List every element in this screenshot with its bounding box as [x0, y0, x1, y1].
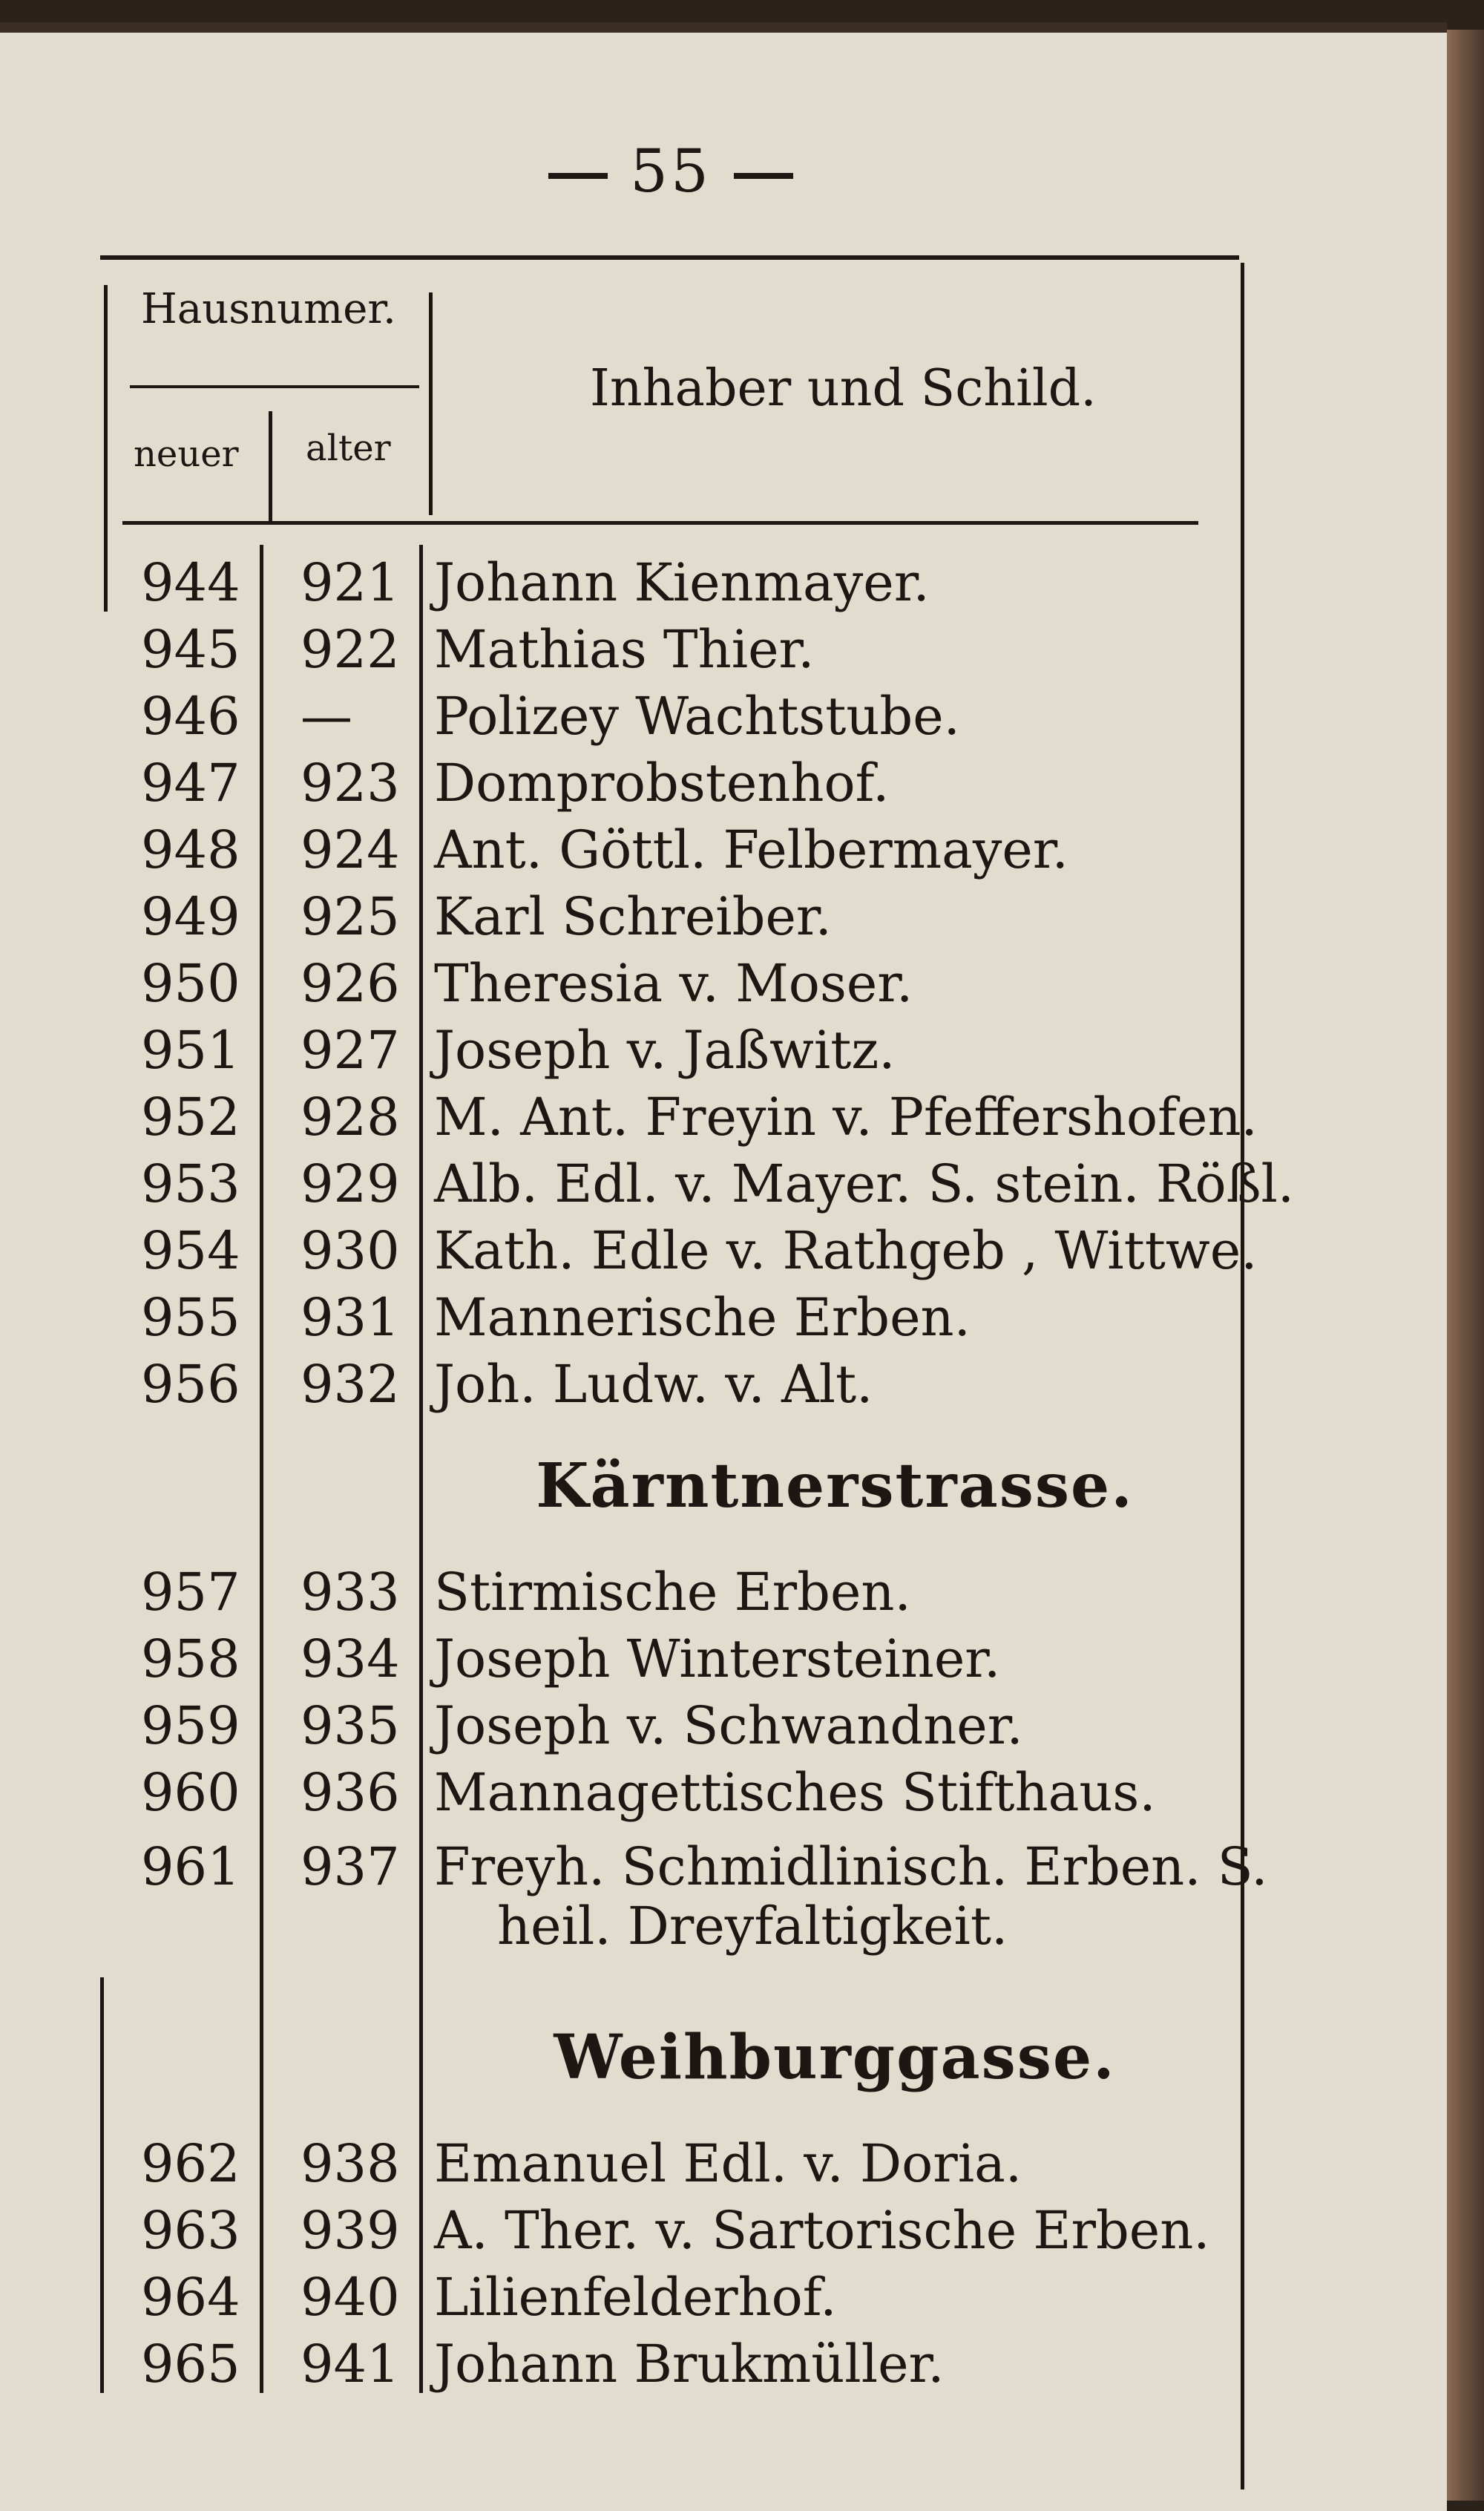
table-top-rule: [100, 255, 1239, 260]
cell-name: Mannagettisches Stifthaus.: [434, 1762, 1156, 1823]
cell-alt: 940: [301, 2267, 400, 2328]
cell-neu: 958: [141, 1628, 240, 1689]
cell-name: Polizey Wachtstube.: [434, 686, 960, 747]
cell-neu: 951: [141, 1020, 240, 1081]
cell-name: Stirmische Erben.: [434, 1562, 911, 1623]
cell-name: Joh. Ludw. v. Alt.: [434, 1354, 873, 1415]
cell-name: Joseph Wintersteiner.: [434, 1628, 1001, 1689]
cell-neu: 944: [141, 552, 240, 613]
cell-name: A. Ther. v. Sartorische Erben.: [434, 2200, 1210, 2261]
cell-name: Alb. Edl. v. Mayer. S. stein. Rößl.: [434, 1153, 1295, 1214]
cell-name: Joseph v. Jaßwitz.: [434, 1020, 896, 1081]
cell-alt: 935: [301, 1695, 400, 1756]
cell-alt: 933: [301, 1562, 400, 1623]
cell-neu: 959: [141, 1695, 240, 1756]
cell-name: M. Ant. Freyin v. Pfeffershofen.: [434, 1087, 1258, 1148]
table-row: [0, 2200, 1261, 2267]
cell-neu: 964: [141, 2267, 240, 2328]
table-row: [0, 2133, 1261, 2200]
cell-alt: 921: [301, 552, 400, 613]
cell-alt: 922: [301, 619, 400, 680]
table-row: [0, 753, 1261, 819]
cell-neu: 955: [141, 1287, 240, 1348]
cell-alt: 929: [301, 1153, 400, 1214]
cell-neu: 953: [141, 1153, 240, 1214]
cell-alt: —: [301, 686, 352, 747]
cell-name: Kath. Edle v. Rathgeb , Wittwe.: [434, 1220, 1258, 1281]
book-page: [0, 22, 1447, 2511]
cell-name: Freyh. Schmidlinisch. Erben. S.: [434, 1836, 1268, 1897]
cell-alt: 923: [301, 753, 400, 813]
cell-neu: 950: [141, 953, 240, 1014]
table-row: [0, 1020, 1261, 1087]
cell-neu: 945: [141, 619, 240, 680]
cell-neu: 956: [141, 1354, 240, 1415]
header-neuer: neuer: [134, 433, 239, 475]
cell-alt: 934: [301, 1628, 400, 1689]
cell-name: Emanuel Edl. v. Doria.: [434, 2133, 1022, 2194]
table-row: [0, 1220, 1261, 1287]
table-row: [0, 1287, 1261, 1354]
header-split-rule: [130, 385, 419, 388]
page-number-line: [0, 137, 1342, 206]
table-row: [0, 953, 1261, 1020]
table-row: [0, 619, 1261, 686]
cell-neu: 954: [141, 1220, 240, 1281]
cell-neu: 947: [141, 753, 240, 813]
table-row: [0, 2334, 1261, 2400]
cell-neu: 952: [141, 1087, 240, 1148]
cell-name: Johann Brukmüller.: [434, 2334, 945, 2394]
cell-alt: 941: [301, 2334, 400, 2394]
table-row: [0, 819, 1261, 886]
cell-name: Johann Kienmayer.: [434, 552, 930, 613]
cell-name: Joseph v. Schwandner.: [434, 1695, 1023, 1756]
street-heading-kaerntnerstrasse: Kärntnerstrasse.: [536, 1450, 1134, 1522]
cell-name: Domprobstenhof.: [434, 753, 890, 813]
cell-name: Theresia v. Moser.: [434, 953, 913, 1014]
header-alter: alter: [306, 428, 391, 469]
page-edge: [1447, 30, 1484, 2501]
column-divider-alt-name-header: [429, 292, 433, 515]
cell-name: Lilienfelderhof.: [434, 2267, 837, 2328]
cell-name: Mathias Thier.: [434, 619, 815, 680]
cell-name: Karl Schreiber.: [434, 886, 832, 947]
cell-alt: 936: [301, 1762, 400, 1823]
table-row: [0, 1762, 1261, 1829]
cell-neu: 960: [141, 1762, 240, 1823]
cell-alt: 937: [301, 1836, 400, 1897]
cell-alt: 924: [301, 819, 400, 880]
cell-neu: 961: [141, 1836, 240, 1897]
header-inhaber: Inhaber und Schild.: [590, 359, 1097, 418]
table-row: [0, 1153, 1295, 1220]
row-continuation: heil. Dreyfaltigkeit.: [497, 1896, 1008, 1957]
header-bottom-rule: [122, 521, 1198, 525]
cell-alt: 927: [301, 1020, 400, 1081]
table-row: [0, 1087, 1261, 1153]
table-row: [0, 686, 1261, 753]
page-number: 55: [630, 137, 712, 206]
column-divider-neu-alt-header: [269, 411, 272, 523]
cell-alt: 932: [301, 1354, 400, 1415]
cell-alt: 930: [301, 1220, 400, 1281]
cell-neu: 965: [141, 2334, 240, 2394]
cell-alt: 939: [301, 2200, 400, 2261]
table-row: [0, 1354, 1261, 1421]
cell-neu: 962: [141, 2133, 240, 2194]
table-row: [0, 1695, 1261, 1762]
cell-neu: 957: [141, 1562, 240, 1623]
header-hausnummer: Hausnumer.: [141, 285, 396, 333]
cell-alt: 928: [301, 1087, 400, 1148]
cell-alt: 925: [301, 886, 400, 947]
table-row: [0, 1836, 1268, 1903]
table-row: [0, 1628, 1261, 1695]
cell-alt: 931: [301, 1287, 400, 1348]
table-row: [0, 552, 1261, 619]
cell-alt: 926: [301, 953, 400, 1014]
table-row: [0, 2267, 1261, 2334]
cell-neu: 963: [141, 2200, 240, 2261]
table-row: [0, 1562, 1261, 1628]
cell-name: Mannerische Erben.: [434, 1287, 971, 1348]
cell-name: Ant. Göttl. Felbermayer.: [434, 819, 1068, 880]
dash-left: [548, 173, 608, 179]
cell-neu: 949: [141, 886, 240, 947]
street-heading-weihburggasse: Weihburggasse.: [554, 2022, 1116, 2093]
cell-neu: 948: [141, 819, 240, 880]
dash-right: [734, 173, 793, 179]
cell-neu: 946: [141, 686, 240, 747]
table-row: [0, 886, 1261, 953]
cell-alt: 938: [301, 2133, 400, 2194]
